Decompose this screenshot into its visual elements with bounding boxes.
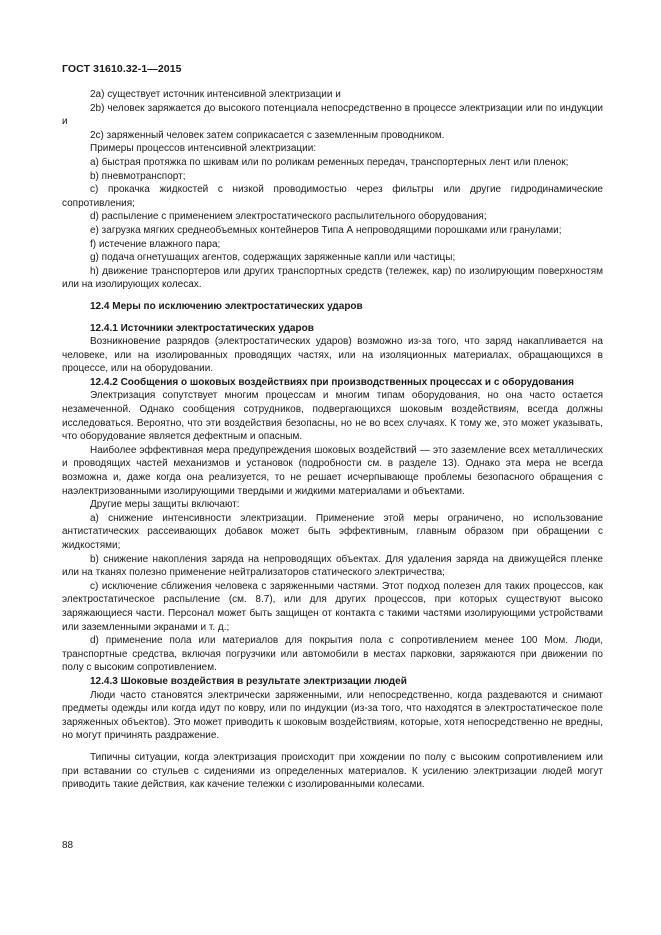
list-item: e) загрузка мягких среднеобъемных контейнеров Типа А непроводящими порошками или гранулами; [90, 224, 562, 236]
section-heading: 12.4 Меры по исключению электростатических ударов [90, 300, 363, 312]
paragraph: Электризация сопутствует многим процессам и многим типам оборудования, но она часто остается незамеченной. Однако сообщения сотрудников, подвергающихся шоковым воздействиям, всегда должны исследоваться. Вероятно, что эти воздействия безопасны, но не во всех случаях. К тому же, это может указывать, что оборудование является дефектным и опасным. [62, 390, 603, 443]
subsection-heading: 12.4.1 Источники электростатических ударов [90, 322, 314, 334]
subsection-heading: 12.4.2 Сообщения о шоковых воздействиях при производственных процессах и с оборудования [90, 376, 574, 388]
paragraph: Наиболее эффективная мера предупреждения шоковых воздействий — это заземление всех металлических и проводящих частей механизмов и установок (подробности см. в разделе 13). Однако эта мера не всегда возможна и, даже когда она реализуется, то не решает исчерпывающе проблемы безопасного обращения с наэлектризованными изолирующими твердыми и жидкими материалами и объектами. [62, 444, 603, 497]
list-item: d) распыление с применением электростатического распылительного оборудования; [90, 211, 487, 223]
list-item: c) прокачка жидкостей с низкой проводимостью через фильтры или другие гидродинамические сопротивления; [62, 184, 603, 209]
paragraph: Люди часто становятся электрически заряженными, или непосредственно, когда раздеваются и снимают предметы одежды или когда идут по ковру, или по индукции (из-за того, что находятся в электростатическое поле заряженных объектов). Это может приводить к шоковым воздействиям, которые, хотя непосредственно не вредны, но могут причинять раздражение. [62, 689, 603, 742]
list-item: b) пневмотранспорт; [90, 170, 186, 182]
list-item: a) снижение интенсивности электризации. Применение этой меры ограничено, но использование антистатических рассеивающих добавок может быть эффективным, главным образом при обращении с жидкостями; [62, 512, 603, 551]
list-item: b) снижение накопления заряда на непроводящих объектах. Для удаления заряда на движущейся пленке или на тканях полезно применение нейтрализаторов статического электричества; [62, 553, 603, 579]
paragraph: Другие меры защиты включают: [90, 499, 240, 511]
paragraph: Примеры процессов интенсивной электризации: [90, 143, 317, 155]
paragraph: 2a) существует источник интенсивной электризации и [90, 89, 341, 100]
list-item: f) истечение влажного пара; [90, 238, 221, 250]
body-text [62, 88, 603, 792]
subsection-heading: 12.4.3 Шоковые воздействия в результате электризации людей [90, 675, 407, 687]
paragraph: 2c) заряженный человек затем соприкасается с заземленным проводником. [90, 129, 445, 141]
list-item: a) быстрая протяжка по шкивам или по роликам ременных передач, транспортерных лент или пленок; [90, 156, 569, 168]
paragraph: Возникновение разрядов (электростатических ударов) возможно из-за того, что заряд накапливается на человеке, или на изолированных проводящих частях, или на изоляционных материалах, обращающихся в процессе, или на оборудовании. [62, 336, 603, 375]
page-number: 88 [62, 840, 74, 851]
paragraph: Типичны ситуации, когда электризация происходит при хождении по полу с высоким сопротивлением или при вставании со стульев с сидениями из определенных материалов. К усилению электризации людей могут приводить такие действия, как качение тележки с изолированными колесами. [62, 751, 603, 791]
list-item: g) подача огнетушащих агентов, содержащих заряженные капли или частицы; [90, 252, 456, 264]
list-item: d) применение пола или материалов для покрытия пола с сопротивлением менее 100 Мом. Люди, транспортные средства, включая погрузчики или автомобили в местах парковки, заряжаются при движении по полу с высоким сопротивлением. [62, 635, 603, 674]
list-item: h) движение транспортеров или других транспортных средств (тележек, кар) по изолирующим поверхностям или на изолирующих колесах. [62, 265, 603, 291]
paragraph: 2b) человек заряжается до высокого потенциала непосредственно в процессе электризации или по индукции и [62, 102, 603, 128]
list-item: c) исключение сближения человека с заряженными частями. Этот подход полезен для таких процессов, как электростатическое распыление (см. 8.7), или для других процессов, при которых существуют высоко заряжающиеся части. Персонал может быть защищен от контакта с такими частями изолирующими устройствами или заземленными экранами и т. д.; [62, 580, 603, 633]
standard-header: ГОСТ 31610.32-1—2015 [62, 63, 182, 75]
